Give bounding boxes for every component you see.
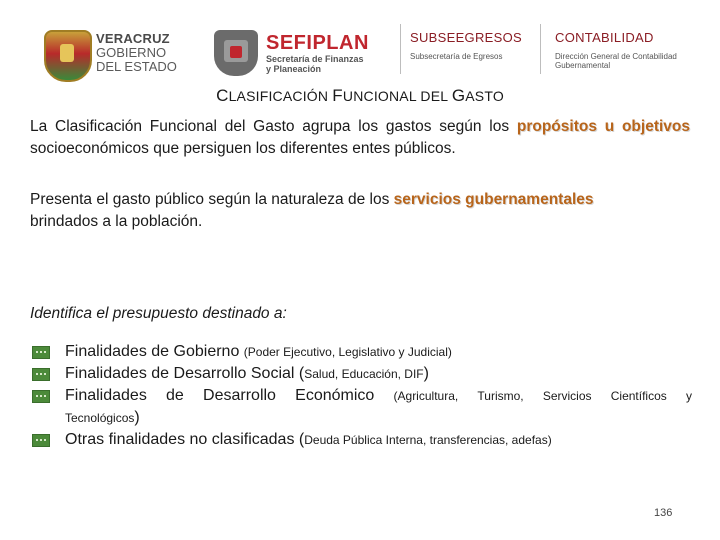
item-word: Económico [295, 387, 375, 404]
paragraph-intro [30, 116, 690, 160]
veracruz-logo-text [96, 32, 177, 74]
item-detail: Salud, Educación, DIF [304, 367, 424, 381]
item-detail-word: y [685, 389, 692, 403]
paragraph-text: brindados a la población. [30, 213, 203, 230]
highlight-term: propósitos u [516, 118, 615, 135]
item-detail: Deuda Pública Interna, transferencias, adefas) [304, 433, 552, 447]
title-word: UNCIONAL DEL [342, 88, 452, 104]
subsecretaria-title: SUBSEEGRESOS [410, 30, 522, 45]
sefiplan-sub2: y Planeación [266, 64, 322, 74]
highlight-term: objetivos [621, 118, 690, 135]
veracruz-line2: GOBIERNO [96, 45, 167, 60]
item-detail: (Poder Ejecutivo, Legislativo y Judicial) [243, 345, 452, 359]
title-word: ASTO [465, 88, 504, 104]
paragraph-description [30, 189, 690, 233]
paragraph-text: La Clasificación Funcional del Gasto agrupa los gastos según los [30, 118, 517, 135]
item-detail-word: Servicios [542, 389, 592, 403]
subsecretaria-subtitle: Subsecretaría de Egresos [410, 52, 503, 61]
header-divider [540, 24, 541, 74]
item-main: Otras finalidades no clasificadas ( [65, 431, 305, 448]
contabilidad-logo [555, 30, 705, 70]
coat-of-arms-icon [44, 30, 92, 82]
contabilidad-subtitle [555, 52, 705, 70]
title-cap: C [216, 86, 229, 105]
page-number: 136 [654, 507, 673, 519]
contabilidad-title: CONTABILIDAD [555, 30, 654, 45]
item-close: ) [423, 365, 429, 382]
contabilidad-sub1: Dirección General de Contabilidad [555, 52, 677, 61]
item-word: de [166, 387, 184, 404]
veracruz-line3: DEL ESTADO [96, 59, 177, 74]
item-main: Finalidades de Gobierno [65, 343, 244, 360]
title-cap: F [332, 86, 343, 105]
subsecretaria-logo [410, 30, 535, 61]
paragraph-text: socioeconómicos que persiguen los diferentes entes públicos. [30, 140, 456, 157]
title-word: LASIFICACIÓN [228, 88, 333, 104]
veracruz-logo [38, 22, 178, 82]
item-word: Finalidades [65, 387, 147, 404]
bullet-icon [32, 368, 50, 381]
list-item [30, 363, 692, 385]
sefiplan-logo [212, 22, 382, 82]
item-detail-continued: Tecnológicos [65, 411, 135, 425]
item-close: ) [134, 409, 140, 426]
bullet-icon [32, 346, 50, 359]
veracruz-name: VERACRUZ [96, 31, 170, 46]
bullet-icon [32, 434, 50, 447]
sefiplan-emblem-icon [214, 30, 258, 76]
item-detail-word: Científicos [610, 389, 667, 403]
item-detail-word: (Agricultura, [393, 389, 459, 403]
item-main: Finalidades de Desarrollo Social ( [65, 365, 305, 382]
paragraph-text: Presenta el gasto público según la naturaleza de los [30, 191, 394, 208]
sefiplan-name: SEFIPLAN [266, 32, 369, 54]
highlight-term: servicios gubernamentales [393, 191, 594, 208]
bullet-icon [32, 390, 50, 403]
list-item [30, 385, 692, 429]
item-detail-word: Turismo, [477, 389, 524, 403]
contabilidad-sub2: Gubernamental [555, 61, 611, 70]
header-divider [400, 24, 401, 74]
list-item [30, 429, 692, 451]
item-word: Desarrollo [203, 387, 276, 404]
title-cap: G [451, 86, 466, 105]
list-item [30, 341, 692, 363]
list-heading: Identifica el presupuesto destinado a: [30, 305, 287, 322]
finalidades-list [30, 341, 692, 451]
sefiplan-sub1: Secretaría de Finanzas [266, 54, 364, 64]
page-title [0, 86, 720, 106]
